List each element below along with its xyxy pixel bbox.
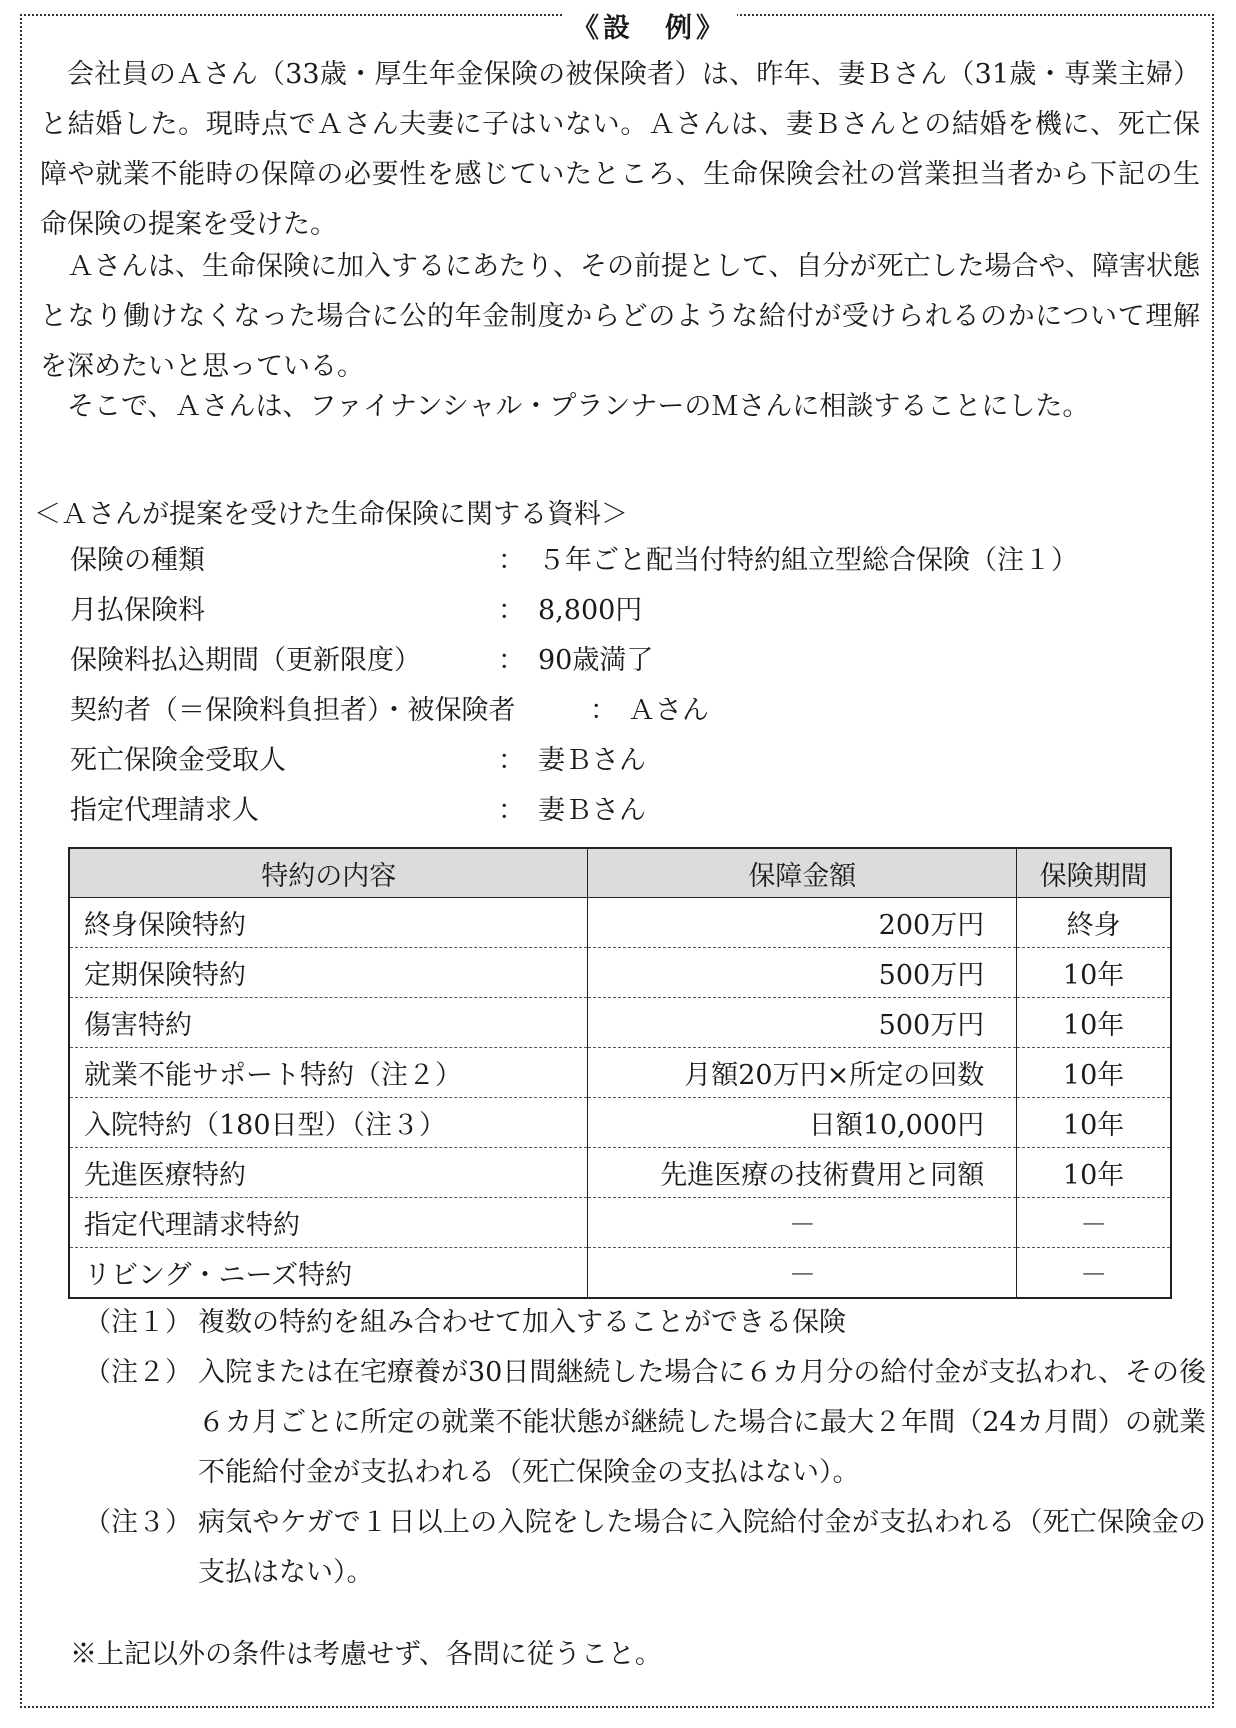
info-label: 指定代理請求人 (70, 795, 259, 826)
rider-period: 10年 (1017, 1148, 1171, 1198)
info-value: ５年ごと配当付特約組立型総合保険（注１） (538, 545, 1078, 576)
rider-amount: 先進医療の技術費用と同額 (588, 1148, 1017, 1198)
rider-name: 指定代理請求特約 (69, 1198, 588, 1248)
note-label: （注１） (84, 1307, 192, 1338)
paragraph-3: そこで、Ａさんは、ファイナンシャル・プランナーのＭさんに相談することにした。 (67, 391, 1090, 422)
rider-amount: － (588, 1198, 1017, 1248)
info-separator: ： (498, 645, 525, 676)
rider-name: 就業不能サポート特約（注２） (69, 1048, 588, 1098)
note-label: （注３） (84, 1507, 192, 1538)
info-label: 保険料払込期間（更新限度） (70, 645, 421, 676)
table-row (69, 1098, 1171, 1148)
riders-table (68, 847, 1172, 1299)
header-amount: 保障金額 (588, 848, 1017, 898)
rider-amount: 200万円 (588, 898, 1017, 948)
info-separator: ： (498, 795, 525, 826)
section-heading: ＜Ａさんが提案を受けた生命保険に関する資料＞ (34, 499, 628, 530)
info-separator: ： (498, 595, 525, 626)
info-separator: ： (590, 695, 617, 726)
rider-name: 傷害特約 (69, 998, 588, 1048)
info-value: 妻Ｂさん (538, 745, 646, 776)
rider-name: 終身保険特約 (69, 898, 588, 948)
rider-name: 定期保険特約 (69, 948, 588, 998)
footer-note: ※上記以外の条件は考慮せず、各問に従うこと。 (70, 1639, 662, 1670)
case-frame (20, 14, 1214, 1708)
table-row (69, 1248, 1171, 1299)
rider-amount: － (588, 1248, 1017, 1299)
info-label: 保険の種類 (70, 545, 205, 576)
paragraph-2: Ａさんは、生命保険に加入するにあたり、その前提として、自分が死亡した場合や、障害状態となり働けなくなった場合に公的年金制度からどのような給付が受けられるのかについて理解を深めたいと思っている。 (40, 251, 1200, 382)
table-row (69, 898, 1171, 948)
info-label: 死亡保険金受取人 (70, 745, 286, 776)
rider-period: 終身 (1017, 898, 1171, 948)
table-row (69, 1048, 1171, 1098)
table-header-row (69, 848, 1171, 898)
frame-title: 《設 例》 (562, 14, 737, 44)
header-rider: 特約の内容 (69, 848, 588, 898)
table-row (69, 1198, 1171, 1248)
rider-amount: 日額10,000円 (588, 1098, 1017, 1148)
info-separator: ： (498, 745, 525, 776)
rider-amount: 月額20万円×所定の回数 (588, 1048, 1017, 1098)
note-label: （注２） (84, 1357, 192, 1388)
table-row (69, 1148, 1171, 1198)
table-row (69, 948, 1171, 998)
paragraph-1: 会社員のＡさん（33歳・厚生年金保険の被保険者）は、昨年、妻Ｂさん（31歳・専業主婦）と結婚した。現時点でＡさん夫妻に子はいない。Ａさんは、妻Ｂさんとの結婚を機に、死亡保障や就業不能時の保障の必要性を感じていたところ、生命保険会社の営業担当者から下記の生命保険の提案を受けた。 (40, 59, 1200, 240)
rider-period: － (1017, 1198, 1171, 1248)
rider-amount: 500万円 (588, 948, 1017, 998)
rider-period: 10年 (1017, 1098, 1171, 1148)
info-value: 90歳満了 (538, 645, 654, 676)
info-value: 妻Ｂさん (538, 795, 646, 826)
info-separator: ： (498, 545, 525, 576)
header-period: 保険期間 (1017, 848, 1171, 898)
info-label: 契約者（＝保険料負担者）・被保険者 (70, 695, 516, 726)
rider-amount: 500万円 (588, 998, 1017, 1048)
rider-name: 入院特約（180日型）（注３） (69, 1098, 588, 1148)
info-label: 月払保険料 (70, 595, 205, 626)
rider-name: リビング・ニーズ特約 (69, 1248, 588, 1299)
table-row (69, 998, 1171, 1048)
info-value: Ａさん (628, 695, 709, 726)
info-value: 8,800円 (538, 595, 643, 626)
note-text: 病気やケガで１日以上の入院をした場合に入院給付金が支払われる（死亡保険金の支払はない）。 (198, 1507, 1206, 1588)
note-text: 入院または在宅療養が30日間継続した場合に６カ月分の給付金が支払われ、その後６カ月ごとに所定の就業不能状態が継続した場合に最大２年間（24カ月間）の就業不能給付金が支払われる（死亡保険金の支払はない）。 (198, 1357, 1206, 1488)
rider-period: 10年 (1017, 1048, 1171, 1098)
rider-period: － (1017, 1248, 1171, 1299)
rider-name: 先進医療特約 (69, 1148, 588, 1198)
note-text: 複数の特約を組み合わせて加入することができる保険 (198, 1307, 846, 1338)
rider-period: 10年 (1017, 948, 1171, 998)
rider-period: 10年 (1017, 998, 1171, 1048)
